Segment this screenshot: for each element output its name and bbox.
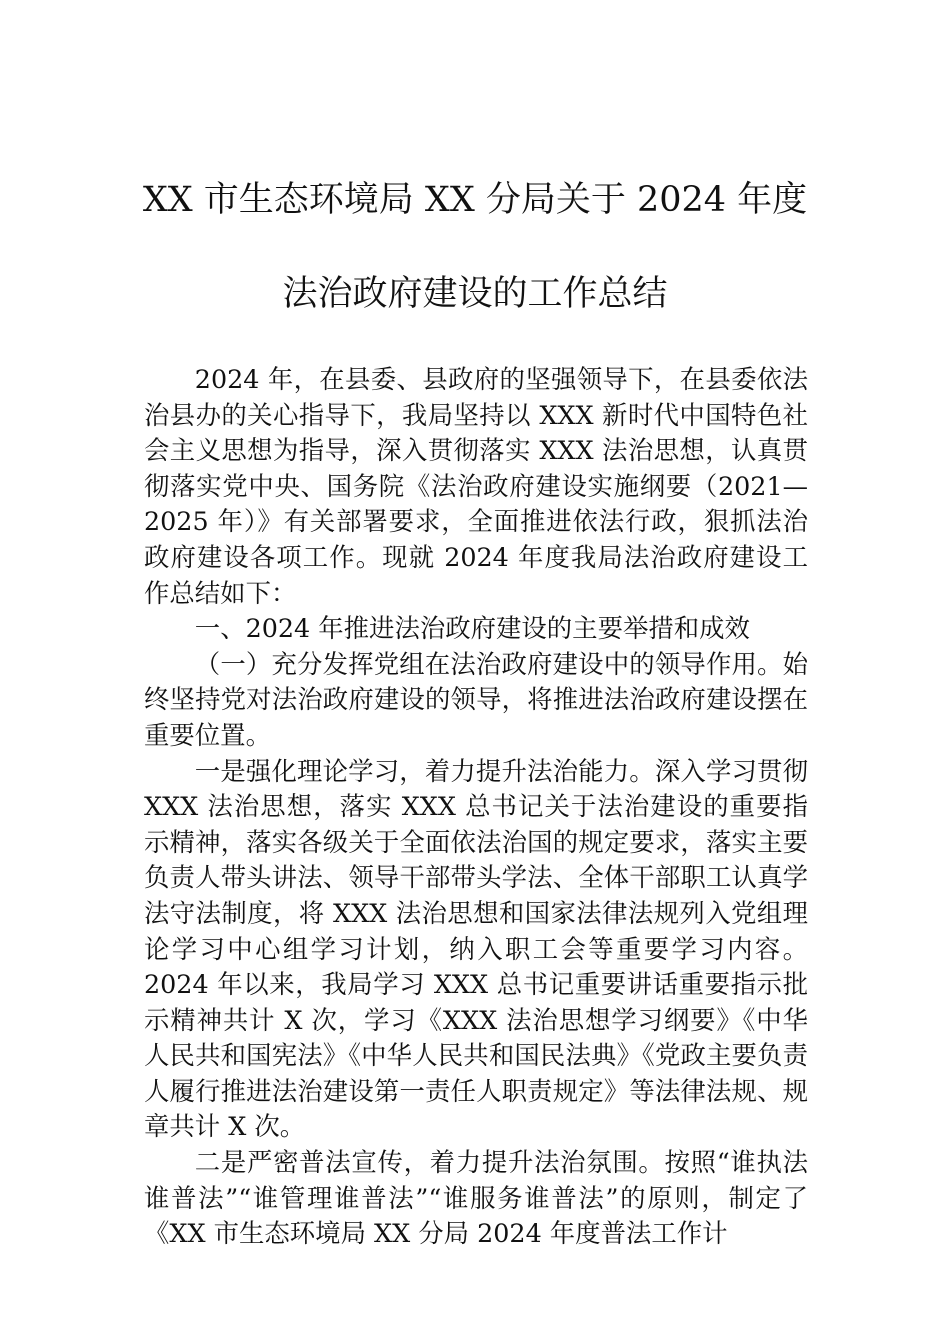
body-paragraph-law-publicity: 二是严密普法宣传，着力提升法治氛围。按照“谁执法谁普法”“谁管理谁普法”“谁服务谁普法”的原则，制定了《XX 市生态环境局 XX 分局 2024 年度普法工作计 (144, 1147, 808, 1249)
document-title-line-2: 法治政府建设的工作总结 (282, 274, 668, 314)
intro-paragraph: 2024 年，在县委、县政府的坚强领导下，在县委依法治县办的关心指导下，我局坚持以 XXX 新时代中国特色社会主义思想为指导，深入贯彻落实 XXX 法治思想，认真贯彻落实党中央、国务院《法治政府建设实施纲要（2021—2025 年）》有关部署要求，全面推进依法行政，狠抓法治政府建设各项工作。现就 2024 年度我局法治政府建设工作总结如下： (144, 364, 808, 608)
section-heading-1: 一、2024 年推进法治政府建设的主要举措和成效 (194, 613, 750, 644)
document-body (144, 362, 808, 1252)
document-title-line-1: XX 市生态环境局 XX 分局关于 2024 年度 (142, 180, 808, 220)
subsection-heading-1: （一）充分发挥党组在法治政府建设中的领导作用。始终坚持党对法治政府建设的领导，将推进法治政府建设摆在重要位置。 (144, 648, 808, 750)
body-paragraph-theory-study: 一是强化理论学习，着力提升法治能力。深入学习贯彻 XXX 法治思想，落实 XXX 总书记关于法治建设的重要指示精神，落实各级关于全面依法治国的规定要求，落实主要负责人带头讲法、领导干部带头学法、全体干部职工认真学法守法制度，将 XXX 法治思想和国家法律法规列入党组理论学习中心组学习计划，纳入职工会等重要学习内容。2024 年以来，我局学习 XXX 总书记重要讲话重要指示批示精神共计 X 次，学习《XXX 法治思想学习纲要》《中华人民共和国宪法》《中华人民共和国民法典》《党政主要负责人履行推进法治建设第一责任人职责规定》等法律法规、规章共计 X 次。 (144, 755, 808, 1142)
